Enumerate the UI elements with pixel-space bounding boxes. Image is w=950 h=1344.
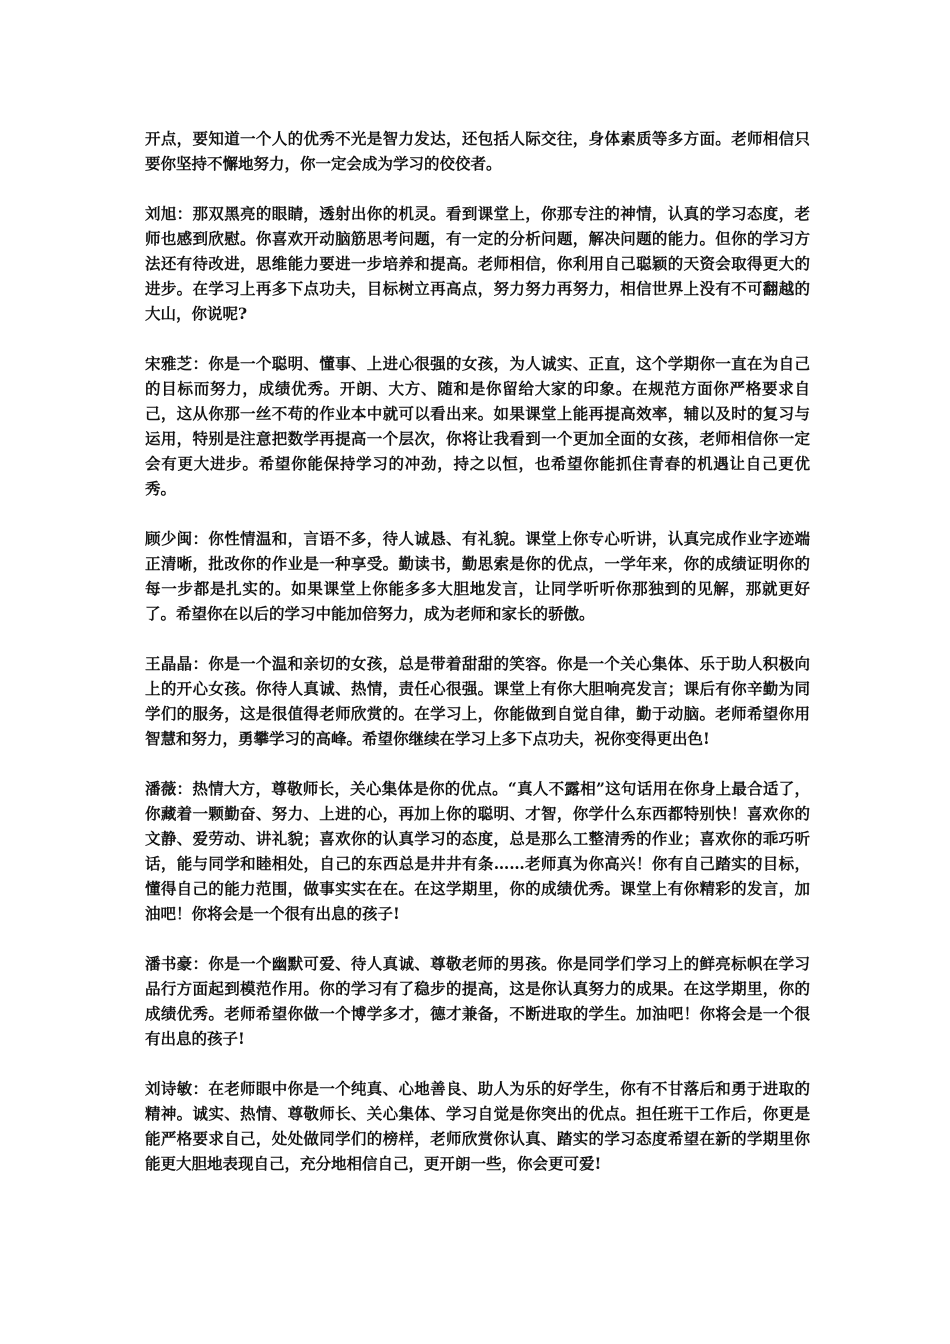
paragraph-pan-wei: 潘薇：热情大方，尊敬师长，关心集体是你的优点。“真人不露相”这句话用在你身上最合适了，你藏着一颗勤奋、努力、上进的心，再加上你的聪明、才智，你学什么东西都特别快！喜欢你的文静、爱劳动、讲礼貌；喜欢你的认真学习的态度，总是那么工整清秀的作业；喜欢你的乖巧听话，能与同学和睦相处，自己的东西总是井井有条……老师真为你高兴！你有自己踏实的目标，懂得自己的能力范围，做事实实在在。在这学期里，你的成绩优秀。课堂上有你精彩的发言，加油吧！你将会是一个很有出息的孩子!: [145, 779, 810, 923]
paragraph-liu-xu: 刘旭：那双黑亮的眼睛，透射出你的机灵。看到课堂上，你那专注的神情，认真的学习态度，老师也感到欣慰。你喜欢开动脑筋思考问题，有一定的分析问题，解决问题的能力。但你的学习方法还有待改进，思维能力要进一步培养和提高。老师相信，你利用自己聪颖的天资会取得更大的进步。在学习上再多下点功夫，目标树立再高点，努力努力再努力，相信世界上没有不可翻越的大山，你说呢?: [145, 204, 810, 323]
document-body: [145, 126, 810, 1201]
paragraph-song-yazhi: 宋雅芝：你是一个聪明、懂事、上进心很强的女孩，为人诚实、正直，这个学期你一直在为自己的目标而努力，成绩优秀。开朗、大方、随和是你留给大家的印象。在规范方面你严格要求自己，这从你那一丝不苟的作业本中就可以看出来。如果课堂上能再提高效率，辅以及时的复习与运用，特别是注意把数学再提高一个层次，你将让我看到一个更加全面的女孩，老师相信你一定会有更大进步。希望你能保持学习的冲劲，持之以恒，也希望你能抓住青春的机遇让自己更优秀。: [145, 354, 810, 498]
paragraph-pan-shuhao: 潘书豪：你是一个幽默可爱、待人真诚、尊敬老师的男孩。你是同学们学习上的鲜亮标帜在学习品行方面起到模范作用。你的学习有了稳步的提高，这是你认真努力的成果。在这学期里，你的成绩优秀。老师希望你做一个博学多才，德才兼备，不断进取的学生。加油吧！你将会是一个很有出息的孩子!: [145, 954, 810, 1048]
paragraph-continuation: 开点，要知道一个人的优秀不光是智力发达，还包括人际交往，身体素质等多方面。老师相信只要你坚持不懈地努力，你一定会成为学习的佼佼者。: [145, 129, 810, 173]
paragraph-gu-shaomin: 顾少闽：你性情温和，言语不多，待人诚恳、有礼貌。课堂上你专心听讲，认真完成作业字迹端正清晰，批改你的作业是一种享受。勤读书，勤思索是你的优点，一学年来，你的成绩证明你的每一步都是扎实的。如果课堂上你能多多大胆地发言，让同学听听你那独到的见解，那就更好了。希望你在以后的学习中能加倍努力，成为老师和家长的骄傲。: [145, 529, 810, 623]
paragraph-liu-shimin: 刘诗敏：在老师眼中你是一个纯真、心地善良、助人为乐的好学生，你有不甘落后和勇于进取的精神。诚实、热情、尊敬师长、关心集体、学习自觉是你突出的优点。担任班干工作后，你更是能严格要求自己，处处做同学们的榜样，老师欣赏你认真、踏实的学习态度希望在新的学期里你能更大胆地表现自己，充分地相信自己，更开朗一些，你会更可爱!: [145, 1079, 810, 1173]
paragraph-wang-jingjing: 王晶晶：你是一个温和亲切的女孩，总是带着甜甜的笑容。你是一个关心集体、乐于助人积极向上的开心女孩。你待人真诚、热情，责任心很强。课堂上有你大胆响亮发言；课后有你辛勤为同学们的服务，这是很值得老师欣赏的。在学习上，你能做到自觉自律，勤于动脑。老师希望你用智慧和努力，勇攀学习的高峰。希望你继续在学习上多下点功夫，祝你变得更出色!: [145, 654, 810, 748]
